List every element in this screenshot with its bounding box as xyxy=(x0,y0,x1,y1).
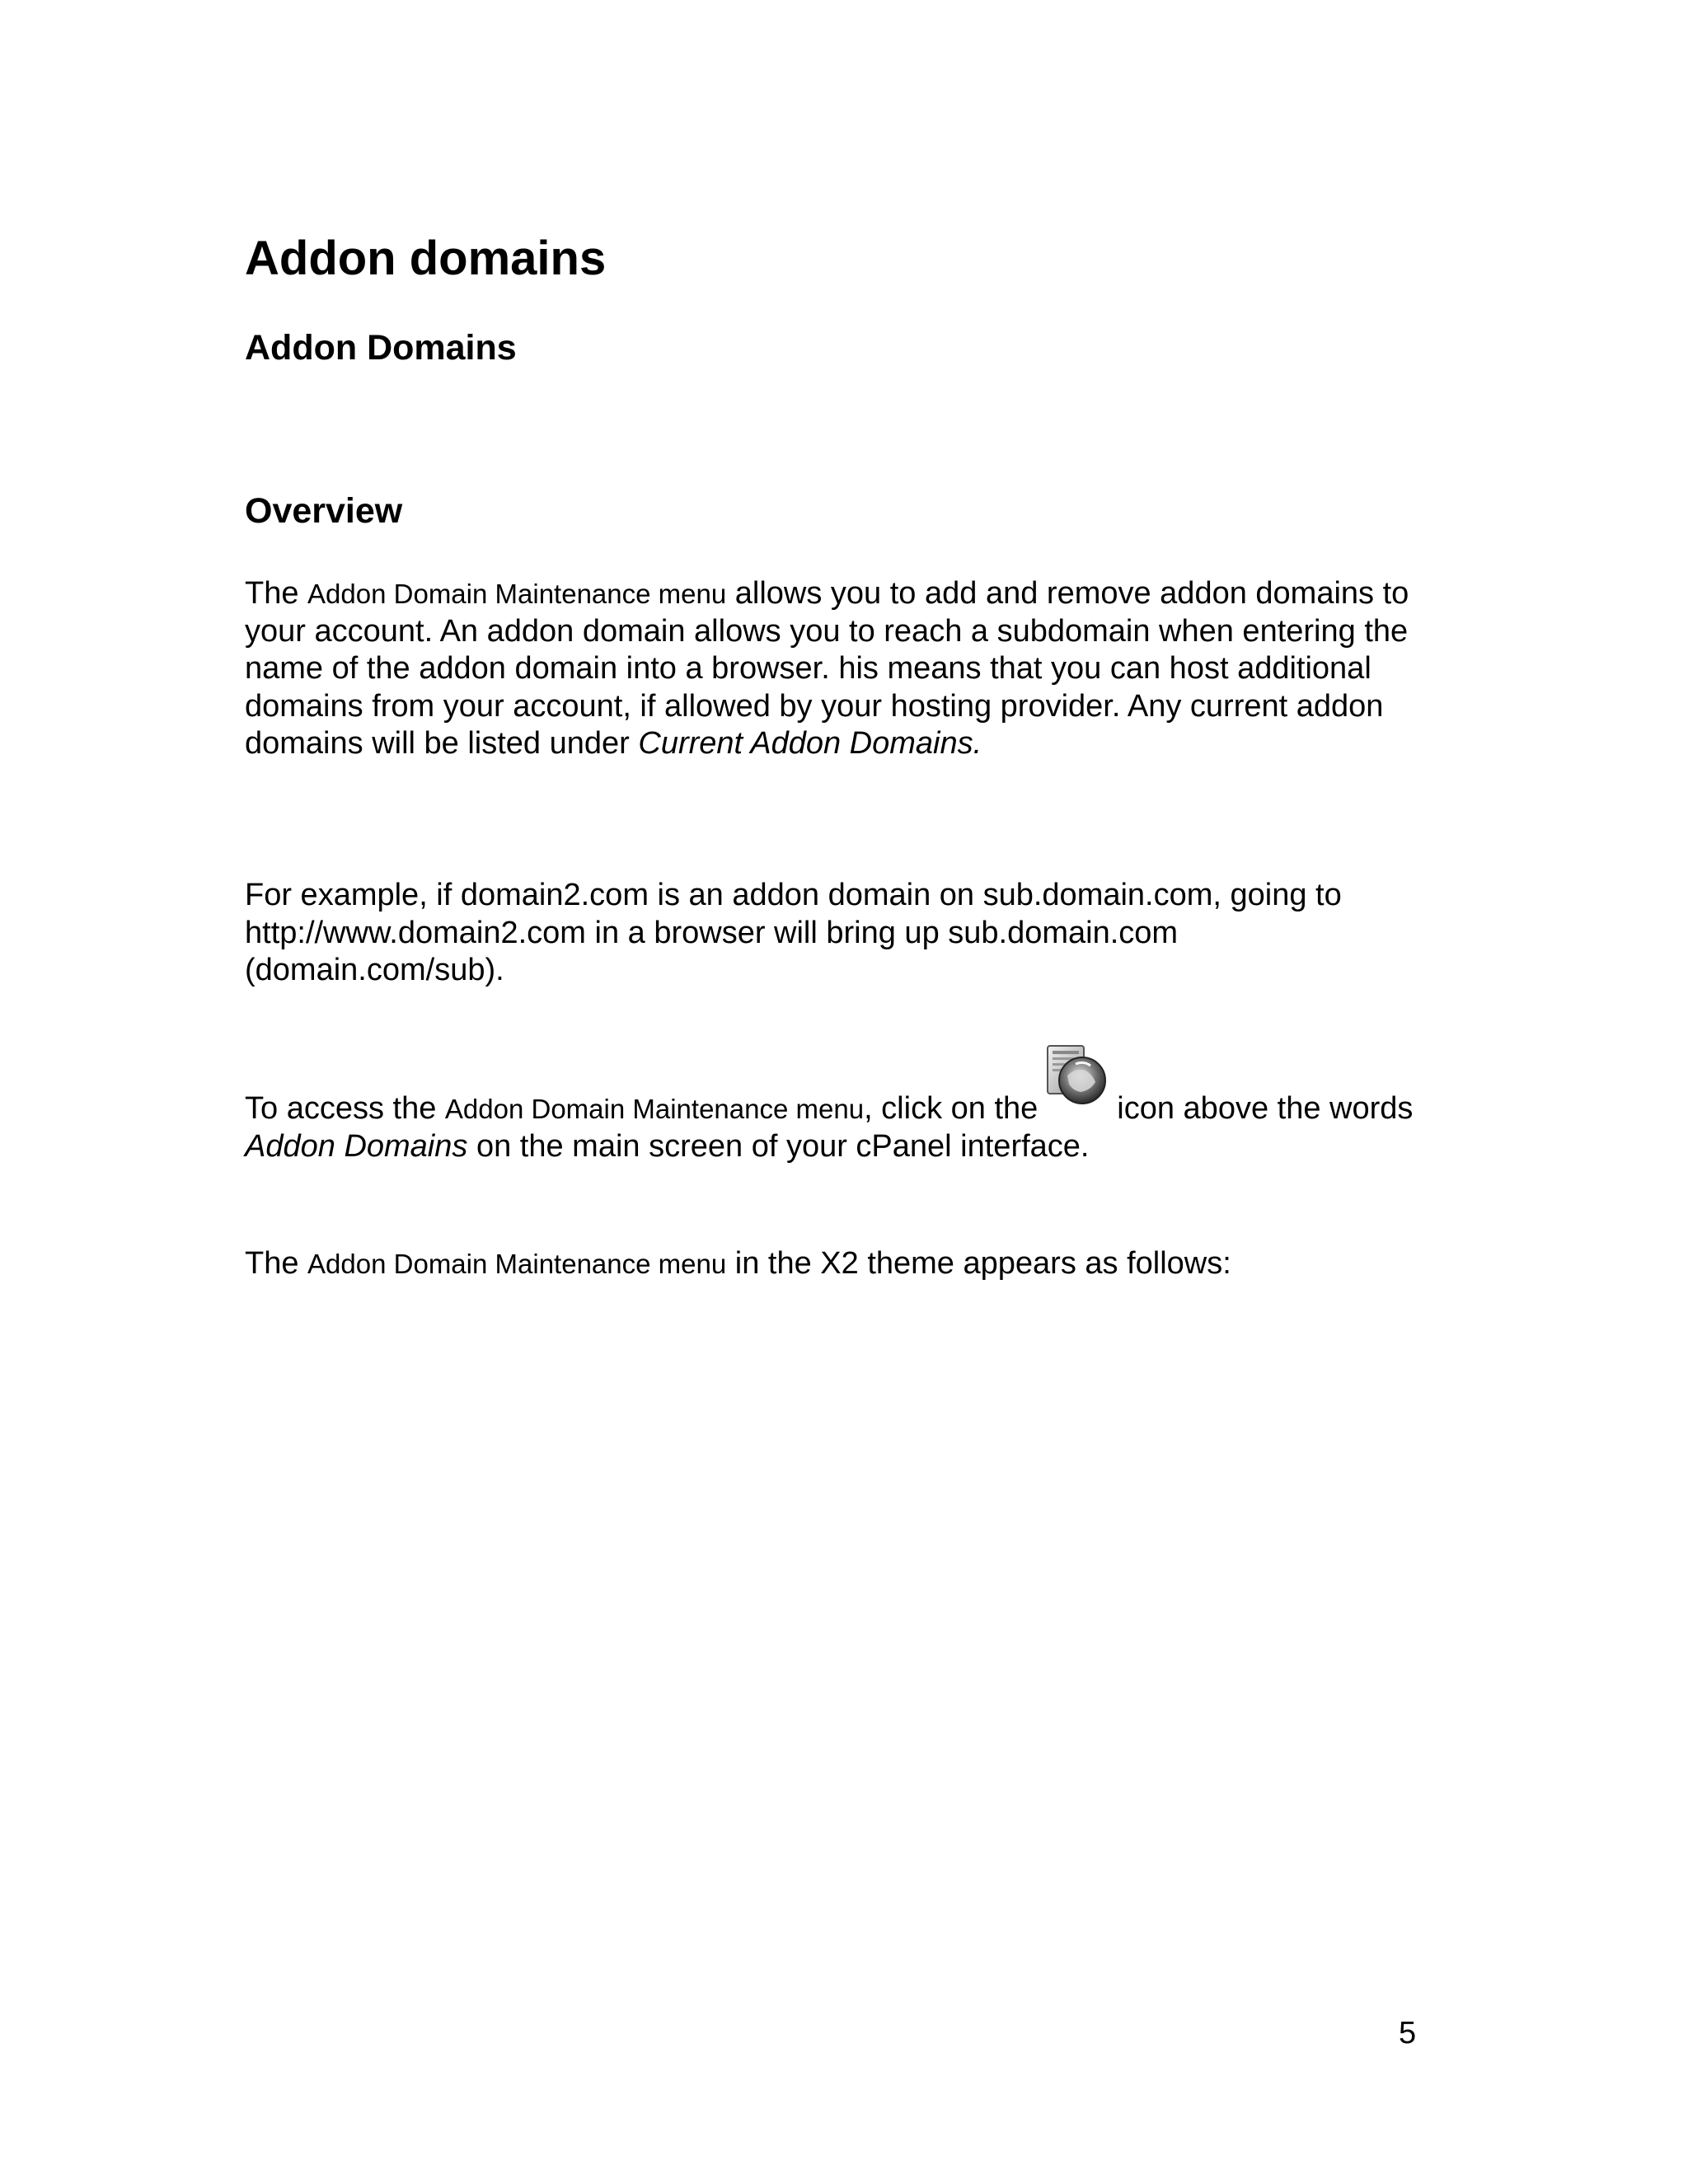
menu-name: Addon Domain Maintenance menu xyxy=(307,579,727,609)
section-heading-overview: Overview xyxy=(245,491,403,531)
menu-name: Addon Domain Maintenance menu xyxy=(307,1249,727,1279)
paragraph-lead: To access the xyxy=(245,1091,437,1126)
paragraph-text: allows you to add and remove addon domains to your account. An addon domain allows you to reach a subdomain when entering the name of the addon domain into a browser. his means that you can host additional domains from your account, if allowed by your hosting provider. Any current addon domains will be listed under xyxy=(245,576,1409,761)
access-paragraph xyxy=(245,1057,1432,1165)
menu-name: Addon Domain Maintenance menu xyxy=(444,1094,865,1124)
addon-domains-icon xyxy=(1043,1043,1112,1112)
page-number: 5 xyxy=(1399,2016,1417,2050)
addon-domains-emphasis: Addon Domains xyxy=(245,1128,468,1164)
paragraph-tail: in the X2 theme appears as follows: xyxy=(734,1246,1231,1281)
overview-paragraph xyxy=(245,575,1432,763)
paragraph-mid: , click on the xyxy=(864,1091,1039,1126)
paragraph-tail: on the main screen of your cPanel interface. xyxy=(476,1128,1090,1164)
current-addon-domains-emphasis: Current Addon Domains. xyxy=(638,726,982,761)
paragraph-lead: The xyxy=(245,576,299,611)
page-subtitle: Addon Domains xyxy=(245,328,517,368)
page-title: Addon domains xyxy=(245,232,607,285)
paragraph-after-icon: icon above the words xyxy=(1117,1091,1414,1126)
example-paragraph: For example, if domain2.com is an addon domain on sub.domain.com, going to http://www.domain2.com in a browser will bring up sub.domain.com (domain.com/sub). xyxy=(245,878,1342,987)
paragraph-lead: The xyxy=(245,1246,299,1281)
x2-theme-paragraph xyxy=(245,1245,1432,1283)
